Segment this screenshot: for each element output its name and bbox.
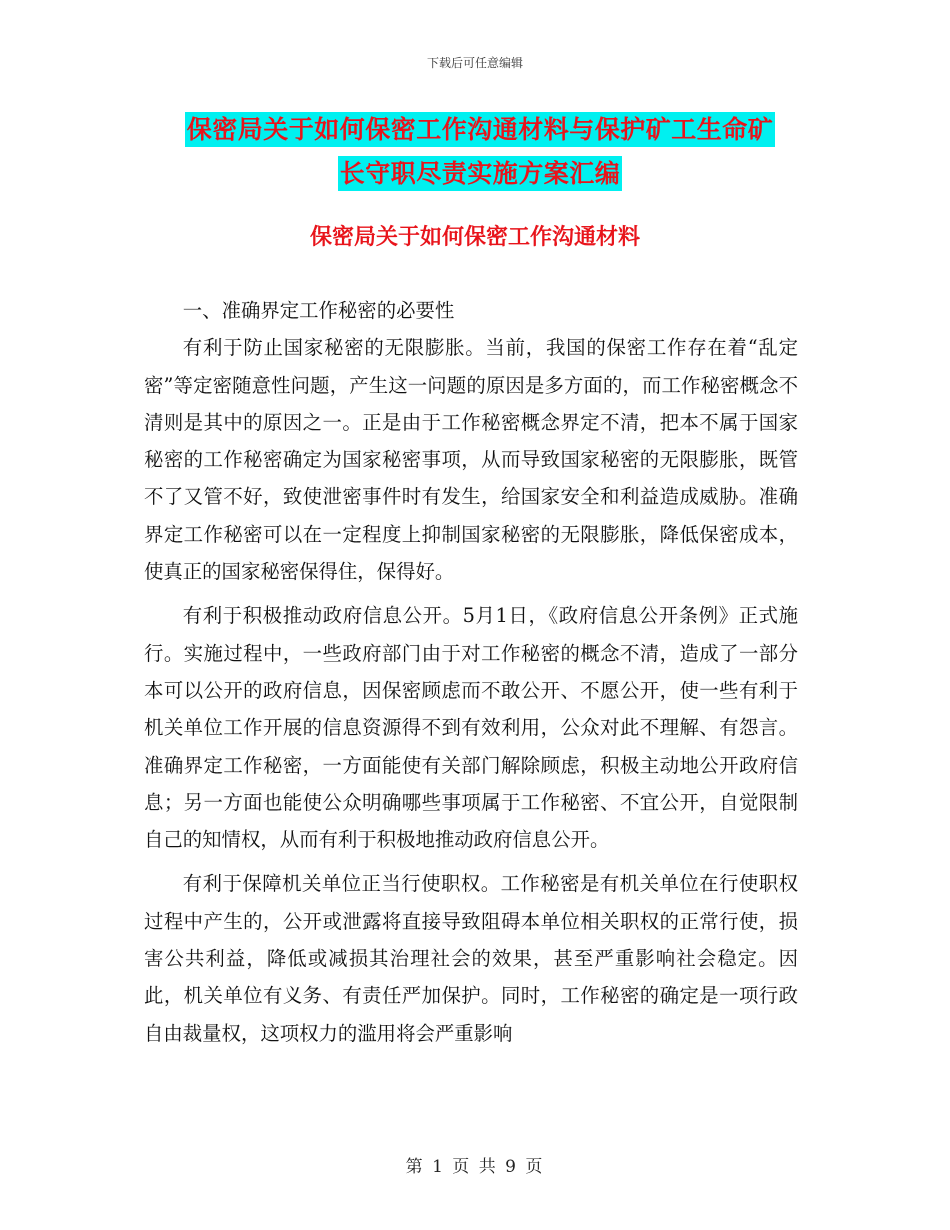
subheading: 一、准确界定工作秘密的必要性	[182, 299, 455, 322]
document-title-line2: 长守职尽责实施方案汇编	[338, 156, 623, 191]
header-note: 下载后可任意编辑	[426, 56, 523, 70]
paragraph: 有利于保障机关单位正当行使职权。工作秘密是有机关单位在行使职权过程中产生的，公开或泄露将直接导致阻碍本单位相关职权的正常行使，损害公共利益，降低或减损其治理社会的效果，甚至严重影响社会稳定。因此，机关单位有义务、有责任严加保护。同时，工作秘密的确定是一项行政自由裁量权，这项权力的滥用将会严重影响	[144, 872, 798, 1045]
section-title: 保密局关于如何保密工作沟通材料	[309, 224, 640, 250]
paragraph: 有利于防止国家秘密的无限膨胀。当前，我国的保密工作存在着“乱定密”等定密随意性问题，产生这一问题的原因是多方面的，而工作秘密概念不清则是其中的原因之一。正是由于工作秘密概念界定不清，把本不属于国家秘密的工作秘密确定为国家秘密事项，从而导致国家秘密的无限膨胀，既管不了又管不好，致使泄密事件时有发生，给国家安全和利益造成威胁。准确界定工作秘密可以在一定程度上抑制国家秘密的无限膨胀，降低保密成本，使真正的国家秘密保得住，保得好。	[144, 336, 798, 584]
body-text	[144, 292, 798, 1052]
page-number: 第 1 页 共 9 页	[405, 1157, 545, 1177]
paragraph: 有利于积极推动政府信息公开。5月1日，《政府信息公开条例》正式施行。实施过程中，一些政府部门由于对工作秘密的概念不清，造成了一部分本可以公开的政府信息，因保密顾虑而不敢公开、不愿公开，使一些有利于机关单位工作开展的信息资源得不到有效利用，公众对此不理解、有怨言。准确界定工作秘密，一方面能使有关部门解除顾虑，积极主动地公开政府信息；另一方面也能使公众明确哪些事项属于工作秘密、不宜公开，自觉限制自己的知情权，从而有利于积极地推动政府信息公开。	[144, 604, 798, 852]
document-title	[140, 108, 820, 196]
document-title-line1: 保密局关于如何保密工作沟通材料与保护矿工生命矿	[185, 112, 776, 147]
